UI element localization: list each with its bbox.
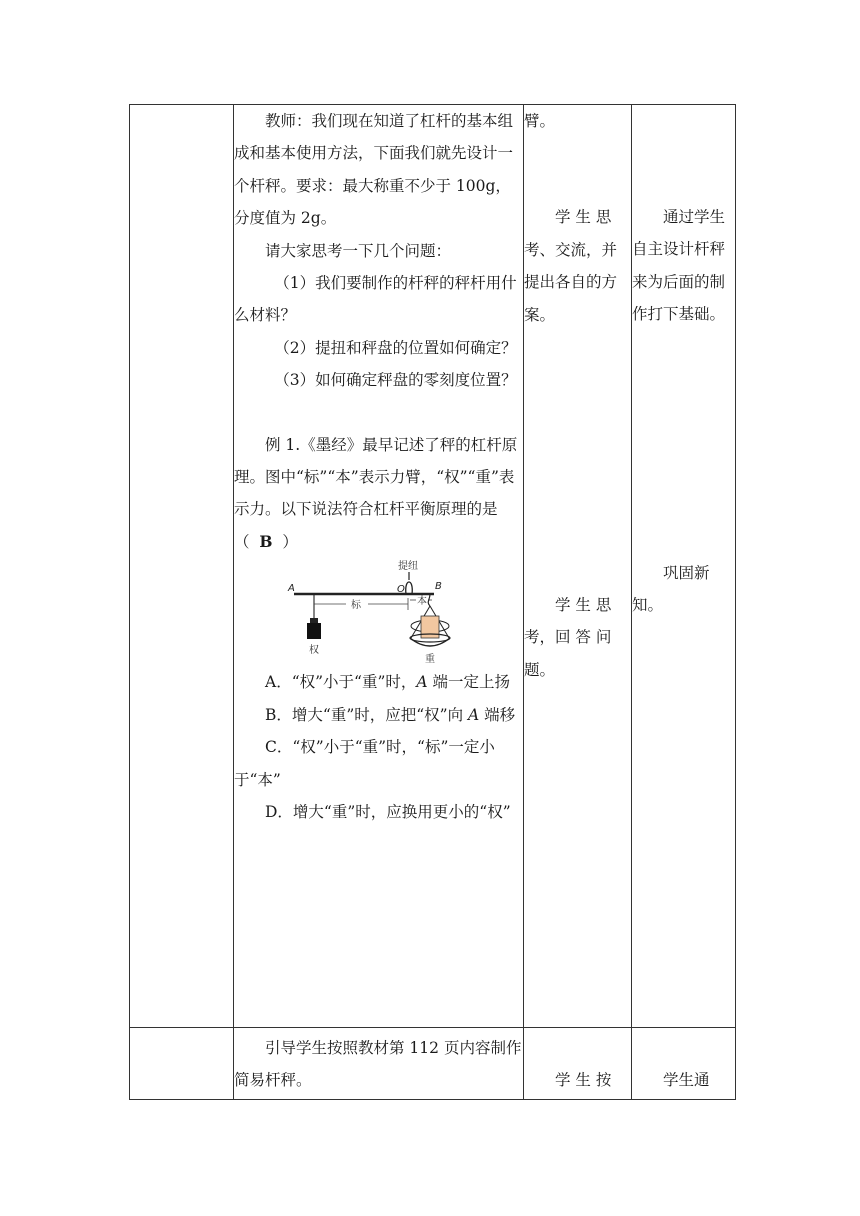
question-3: （3）如何确定秤盘的零刻度位置？ — [274, 371, 517, 390]
question-1: （1）我们要制作的杆秤的秤杆用什么材料？ — [234, 274, 517, 325]
option-b-text: B．增大“重”时，应把“权”向 — [265, 705, 469, 724]
teacher-guide: 引导学生按照教材第 112 页内容制作简易杆秤。 — [234, 1039, 522, 1090]
label-B: B — [435, 581, 442, 593]
intent-row2: 学生通 — [663, 1071, 710, 1089]
table-row — [130, 105, 736, 1028]
table-row — [130, 1028, 736, 1100]
student-mid: 学 生 思考、交流，并提出各自的方案。 — [524, 208, 618, 324]
blank-cell — [130, 1028, 234, 1100]
option-a-text: A．“权”小于“重”时， — [265, 673, 417, 692]
option-b — [234, 699, 523, 731]
label-zhong: 重 — [425, 654, 435, 665]
design-intent-cell — [632, 105, 736, 1028]
option-b-end: 端移 — [479, 705, 516, 724]
student-activity-cell-2 — [524, 1028, 632, 1100]
label-quan: 权 — [309, 645, 319, 657]
label-O: O — [397, 584, 405, 596]
design-intent-cell-2 — [632, 1028, 736, 1100]
student-activity-cell — [524, 105, 632, 1028]
label-A: A — [288, 583, 295, 595]
student-row2: 学 生 按 — [555, 1071, 612, 1089]
teacher-activity-cell — [234, 105, 524, 1028]
example-close: ） — [282, 532, 298, 551]
example-answer: B — [259, 531, 273, 551]
option-a-end: 端一定上扬 — [427, 673, 511, 692]
intent-bottom: 巩固新知。 — [632, 563, 710, 615]
label-ben: 本 — [417, 596, 427, 608]
teacher-intro: 教师：我们现在知道了杠杆的基本组成和基本使用方法，下面我们就先设计一个杆秤。要求：最大称重不少于 100g，分度值为 2g。 — [234, 112, 514, 228]
option-a-var: A — [416, 673, 428, 692]
option-b-var: A — [468, 705, 480, 724]
intent-mid: 通过学生自主设计杆秤来为后面的制作打下基础。 — [632, 208, 726, 324]
option-a — [234, 666, 523, 698]
option-c: C．“权”小于“重”时，“标”一定小于“本” — [234, 738, 495, 789]
student-bottom: 学 生 思 考，回 答 问 题。 — [524, 596, 612, 679]
label-tiniu: 提纽 — [398, 561, 418, 573]
steelyard-figure — [280, 560, 480, 664]
question-prompt: 请大家思考一下几个问题： — [265, 241, 452, 260]
student-top: 臂。 — [524, 112, 556, 130]
example-text: 例 1.《墨经》最早记述了秤的杠杆原理。图中“标”“本”表示力臂，“权”“重”表示力。以下说法符合杠杆平衡原理的是（ — [234, 435, 518, 551]
blank-cell — [130, 105, 234, 1028]
example-question — [234, 429, 523, 559]
lesson-plan-table — [129, 104, 736, 1100]
question-2: （2）提扭和秤盘的位置如何确定？ — [274, 338, 517, 357]
label-biao: 标 — [351, 600, 361, 612]
teacher-activity-cell-2 — [234, 1028, 524, 1100]
option-d: D．增大“重”时，应换用更小的“权” — [265, 802, 511, 821]
